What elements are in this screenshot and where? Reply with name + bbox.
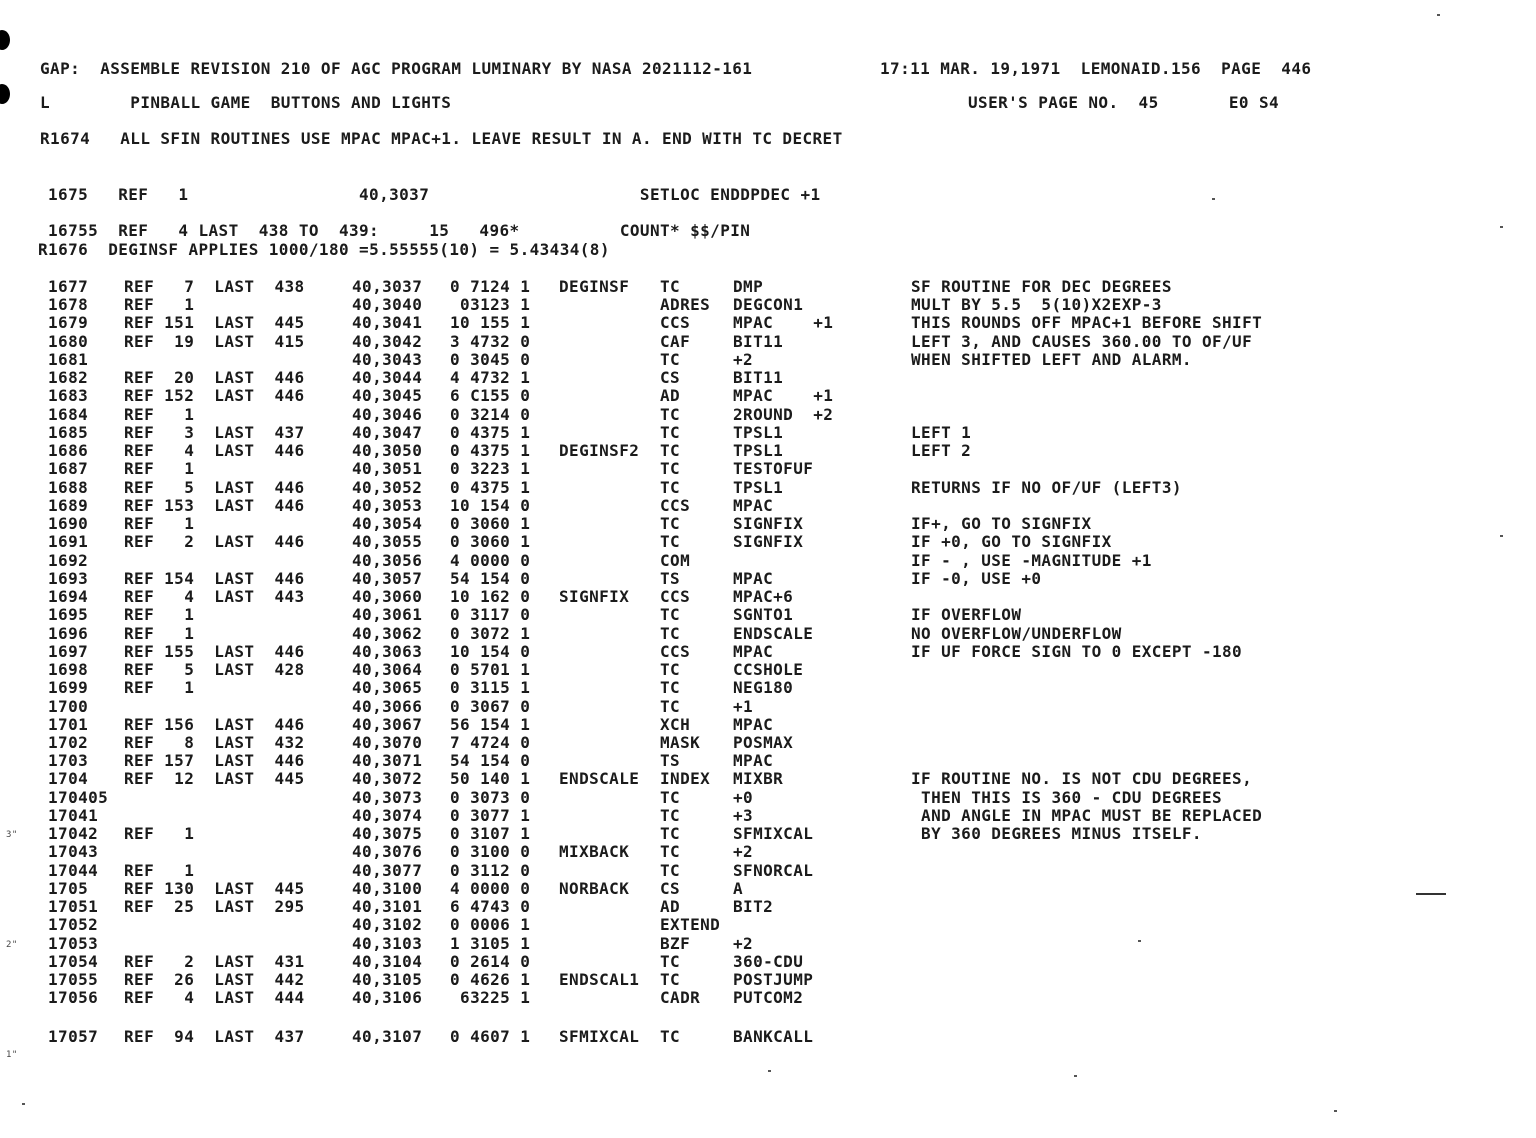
col-code: 0 3077 1 xyxy=(450,806,531,825)
col-seq: 17051 xyxy=(48,897,99,916)
col-ref: REF 25 LAST 295 xyxy=(124,897,305,916)
speck xyxy=(22,1103,25,1105)
col-code: 0 4626 1 xyxy=(450,970,531,989)
col-seq: 1688 xyxy=(48,478,89,497)
line-1675: 1675 REF 1 40,3037 SETLOC ENDDPDEC +1 xyxy=(48,185,821,204)
col-code: 0 3214 0 xyxy=(450,405,531,424)
col-code: 0 0006 1 xyxy=(450,915,531,934)
col-code: 6 C155 0 xyxy=(450,386,531,405)
col-opcode: TC xyxy=(660,405,681,424)
col-code: 54 154 0 xyxy=(450,569,531,588)
col-opcode: CCS xyxy=(660,587,691,606)
col-operand: SIGNFIX xyxy=(733,532,804,551)
col-code: 0 4375 1 xyxy=(450,423,531,442)
col-code: 6 4743 0 xyxy=(450,897,531,916)
col-comment: IF - , USE -MAGNITUDE +1 xyxy=(911,551,1152,570)
col-opcode: TC xyxy=(660,423,681,442)
binder-hole-middle xyxy=(0,84,10,104)
col-code: 4 0000 0 xyxy=(450,551,531,570)
col-address: 40,3043 xyxy=(352,350,423,369)
col-opcode: CS xyxy=(660,879,681,898)
col-seq: 1681 xyxy=(48,350,89,369)
col-seq: 17042 xyxy=(48,824,99,843)
col-code: 10 162 0 xyxy=(450,587,531,606)
col-operand: DEGCON1 xyxy=(733,295,804,314)
col-code: 03123 1 xyxy=(450,295,531,314)
col-address: 40,3100 xyxy=(352,879,423,898)
col-comment: LEFT 1 xyxy=(911,423,972,442)
col-operand: SGNTO1 xyxy=(733,605,794,624)
col-seq: 1705 xyxy=(48,879,89,898)
col-code: 0 5701 1 xyxy=(450,660,531,679)
col-ref: REF 5 LAST 428 xyxy=(124,660,305,679)
col-operand: BANKCALL xyxy=(733,1027,814,1046)
col-address: 40,3037 xyxy=(352,277,423,296)
col-address: 40,3053 xyxy=(352,496,423,515)
col-operand: MPAC xyxy=(733,642,774,661)
speck xyxy=(1500,535,1503,537)
col-ref: REF 152 LAST 446 xyxy=(124,386,305,405)
col-address: 40,3041 xyxy=(352,313,423,332)
col-code: 0 4607 1 xyxy=(450,1027,531,1046)
col-comment: LEFT 2 xyxy=(911,441,972,460)
col-comment: WHEN SHIFTED LEFT AND ALARM. xyxy=(911,350,1192,369)
col-seq: 1687 xyxy=(48,459,89,478)
col-opcode: EXTEND xyxy=(660,915,721,934)
col-code: 0 3117 0 xyxy=(450,605,531,624)
col-seq: 1697 xyxy=(48,642,89,661)
col-operand: POSMAX xyxy=(733,733,794,752)
col-opcode: TC xyxy=(660,660,681,679)
col-operand: ENDSCALE xyxy=(733,624,814,643)
col-address: 40,3103 xyxy=(352,934,423,953)
col-operand: NEG180 xyxy=(733,678,794,697)
col-address: 40,3102 xyxy=(352,915,423,934)
col-address: 40,3040 xyxy=(352,295,423,314)
col-address: 40,3052 xyxy=(352,478,423,497)
col-code: 0 2614 0 xyxy=(450,952,531,971)
col-ref: REF 1 xyxy=(124,459,195,478)
col-seq: 17054 xyxy=(48,952,99,971)
col-label: DEGINSF xyxy=(559,277,630,296)
col-ref: REF 4 LAST 443 xyxy=(124,587,305,606)
col-code: 0 3072 1 xyxy=(450,624,531,643)
col-ref: REF 26 LAST 442 xyxy=(124,970,305,989)
col-opcode: TC xyxy=(660,697,681,716)
header-section-line: L PINBALL GAME BUTTONS AND LIGHTS xyxy=(40,93,452,112)
col-code: 10 154 0 xyxy=(450,496,531,515)
col-seq: 17057 xyxy=(48,1027,99,1046)
col-seq: 1678 xyxy=(48,295,89,314)
col-operand: BIT2 xyxy=(733,897,774,916)
col-operand: PUTCOM2 xyxy=(733,988,804,1007)
col-code: 0 4375 1 xyxy=(450,441,531,460)
col-comment: IF -0, USE +0 xyxy=(911,569,1042,588)
col-comment: AND ANGLE IN MPAC MUST BE REPLACED xyxy=(911,806,1263,825)
col-address: 40,3050 xyxy=(352,441,423,460)
speck xyxy=(1334,1110,1337,1112)
col-code: 0 3112 0 xyxy=(450,861,531,880)
col-label: DEGINSF2 xyxy=(559,441,640,460)
col-address: 40,3064 xyxy=(352,660,423,679)
col-comment: SF ROUTINE FOR DEC DEGREES xyxy=(911,277,1172,296)
col-address: 40,3045 xyxy=(352,386,423,405)
speck xyxy=(768,1070,771,1072)
col-address: 40,3072 xyxy=(352,769,423,788)
col-ref: REF 12 LAST 445 xyxy=(124,769,305,788)
col-opcode: CCS xyxy=(660,496,691,515)
col-seq: 1696 xyxy=(48,624,89,643)
col-address: 40,3101 xyxy=(352,897,423,916)
speck xyxy=(1212,198,1215,200)
col-ref: REF 1 xyxy=(124,824,195,843)
col-code: 4 4732 1 xyxy=(450,368,531,387)
col-label: NORBACK xyxy=(559,879,630,898)
col-opcode: TC xyxy=(660,824,681,843)
col-address: 40,3075 xyxy=(352,824,423,843)
col-operand: POSTJUMP xyxy=(733,970,814,989)
col-comment: IF OVERFLOW xyxy=(911,605,1022,624)
col-ref: REF 4 LAST 446 xyxy=(124,441,305,460)
col-opcode: BZF xyxy=(660,934,691,953)
col-code: 0 3060 1 xyxy=(450,514,531,533)
col-seq: 1695 xyxy=(48,605,89,624)
binder-hole-top xyxy=(0,30,10,50)
col-comment: THEN THIS IS 360 - CDU DEGREES xyxy=(911,788,1223,807)
col-operand: +1 xyxy=(733,697,754,716)
col-opcode: TC xyxy=(660,459,681,478)
col-seq: 1703 xyxy=(48,751,89,770)
col-comment: RETURNS IF NO OF/UF (LEFT3) xyxy=(911,478,1182,497)
col-code: 0 3223 1 xyxy=(450,459,531,478)
col-seq: 17052 xyxy=(48,915,99,934)
margin-mark-3in: 3" xyxy=(6,830,18,840)
col-ref: REF 94 LAST 437 xyxy=(124,1027,305,1046)
col-label: SIGNFIX xyxy=(559,587,630,606)
col-address: 40,3073 xyxy=(352,788,423,807)
col-operand: TPSL1 xyxy=(733,478,784,497)
col-comment: IF+, GO TO SIGNFIX xyxy=(911,514,1092,533)
col-operand: SIGNFIX xyxy=(733,514,804,533)
col-opcode: TC xyxy=(660,842,681,861)
col-seq: 1677 xyxy=(48,277,89,296)
col-ref: REF 8 LAST 432 xyxy=(124,733,305,752)
speck xyxy=(1500,226,1503,228)
col-operand: MPAC xyxy=(733,569,774,588)
col-operand: +2 xyxy=(733,842,754,861)
col-seq: 1682 xyxy=(48,368,89,387)
col-seq: 17056 xyxy=(48,988,99,1007)
col-address: 40,3070 xyxy=(352,733,423,752)
col-opcode: CCS xyxy=(660,313,691,332)
col-address: 40,3071 xyxy=(352,751,423,770)
col-operand: MPAC +1 xyxy=(733,386,834,405)
col-address: 40,3107 xyxy=(352,1027,423,1046)
col-code: 3 4732 0 xyxy=(450,332,531,351)
col-ref: REF 130 LAST 445 xyxy=(124,879,305,898)
line-16755: 16755 REF 4 LAST 438 TO 439: 15 496* COUNT* $$/PIN xyxy=(48,221,751,240)
col-opcode: TC xyxy=(660,350,681,369)
col-opcode: TC xyxy=(660,441,681,460)
col-code: 1 3105 1 xyxy=(450,934,531,953)
col-address: 40,3042 xyxy=(352,332,423,351)
col-address: 40,3104 xyxy=(352,952,423,971)
col-seq: 1694 xyxy=(48,587,89,606)
margin-rule-right xyxy=(1416,893,1446,895)
col-address: 40,3044 xyxy=(352,368,423,387)
col-seq: 1679 xyxy=(48,313,89,332)
col-operand: MPAC+6 xyxy=(733,587,794,606)
col-label: ENDSCALE xyxy=(559,769,640,788)
col-opcode: TC xyxy=(660,277,681,296)
col-ref: REF 1 xyxy=(124,678,195,697)
col-label: SFMIXCAL xyxy=(559,1027,640,1046)
speck xyxy=(1437,14,1440,16)
col-ref: REF 154 LAST 446 xyxy=(124,569,305,588)
col-opcode: AD xyxy=(660,386,681,405)
col-ref: REF 1 xyxy=(124,405,195,424)
col-seq: 1686 xyxy=(48,441,89,460)
header-remark: R1674 ALL SFIN ROUTINES USE MPAC MPAC+1. LEAVE RESULT IN A. END WITH TC DECRET xyxy=(40,129,843,148)
col-address: 40,3046 xyxy=(352,405,423,424)
col-code: 0 3107 1 xyxy=(450,824,531,843)
col-operand: SFMIXCAL xyxy=(733,824,814,843)
col-ref: REF 1 xyxy=(124,624,195,643)
col-seq: 1699 xyxy=(48,678,89,697)
col-opcode: CS xyxy=(660,368,681,387)
col-seq: 17055 xyxy=(48,970,99,989)
col-ref: REF 1 xyxy=(124,861,195,880)
col-operand: MPAC xyxy=(733,715,774,734)
col-comment: IF ROUTINE NO. IS NOT CDU DEGREES, xyxy=(911,769,1253,788)
col-operand: BIT11 xyxy=(733,368,784,387)
col-code: 0 4375 1 xyxy=(450,478,531,497)
col-address: 40,3076 xyxy=(352,842,423,861)
col-seq: 1685 xyxy=(48,423,89,442)
col-comment: BY 360 DEGREES MINUS ITSELF. xyxy=(911,824,1202,843)
col-opcode: TS xyxy=(660,751,681,770)
col-operand: DMP xyxy=(733,277,764,296)
col-operand: MPAC +1 xyxy=(733,313,834,332)
col-seq: 17044 xyxy=(48,861,99,880)
col-ref: REF 1 xyxy=(124,514,195,533)
col-address: 40,3105 xyxy=(352,970,423,989)
col-label: MIXBACK xyxy=(559,842,630,861)
col-code: 7 4724 0 xyxy=(450,733,531,752)
col-operand: SFNORCAL xyxy=(733,861,814,880)
col-comment: IF +0, GO TO SIGNFIX xyxy=(911,532,1112,551)
col-operand: MPAC xyxy=(733,496,774,515)
col-seq: 1698 xyxy=(48,660,89,679)
col-code: 0 3045 0 xyxy=(450,350,531,369)
col-address: 40,3066 xyxy=(352,697,423,716)
col-seq: 1692 xyxy=(48,551,89,570)
col-code: 63225 1 xyxy=(450,988,531,1007)
col-opcode: TC xyxy=(660,678,681,697)
col-ref: REF 157 LAST 446 xyxy=(124,751,305,770)
col-opcode: TS xyxy=(660,569,681,588)
col-operand: +3 xyxy=(733,806,754,825)
col-comment: THIS ROUNDS OFF MPAC+1 BEFORE SHIFT xyxy=(911,313,1263,332)
speck xyxy=(1074,1075,1077,1077)
col-ref: REF 2 LAST 446 xyxy=(124,532,305,551)
col-ref: REF 156 LAST 446 xyxy=(124,715,305,734)
col-ref: REF 2 LAST 431 xyxy=(124,952,305,971)
col-opcode: COM xyxy=(660,551,691,570)
col-comment: MULT BY 5.5 5(10)X2EXP-3 xyxy=(911,295,1162,314)
col-opcode: TC xyxy=(660,478,681,497)
col-opcode: CCS xyxy=(660,642,691,661)
col-address: 40,3054 xyxy=(352,514,423,533)
col-ref: REF 5 LAST 446 xyxy=(124,478,305,497)
col-address: 40,3057 xyxy=(352,569,423,588)
col-code: 10 155 1 xyxy=(450,313,531,332)
col-opcode: TC xyxy=(660,861,681,880)
col-address: 40,3055 xyxy=(352,532,423,551)
line-r1676: R1676 DEGINSF APPLIES 1000/180 =5.55555(10) = 5.43434(8) xyxy=(38,240,610,259)
col-opcode: AD xyxy=(660,897,681,916)
col-address: 40,3063 xyxy=(352,642,423,661)
col-code: 0 3100 0 xyxy=(450,842,531,861)
margin-mark-1in: 1" xyxy=(6,1050,18,1060)
col-address: 40,3061 xyxy=(352,605,423,624)
col-seq: 17041 xyxy=(48,806,99,825)
col-opcode: TC xyxy=(660,624,681,643)
col-seq: 170405 xyxy=(48,788,109,807)
margin-mark-2in: 2" xyxy=(6,940,18,950)
col-operand: TESTOFUF xyxy=(733,459,814,478)
col-code: 0 3073 0 xyxy=(450,788,531,807)
col-address: 40,3074 xyxy=(352,806,423,825)
speck xyxy=(1138,940,1141,942)
col-ref: REF 155 LAST 446 xyxy=(124,642,305,661)
col-ref: REF 151 LAST 445 xyxy=(124,313,305,332)
col-code: 56 154 1 xyxy=(450,715,531,734)
col-operand: A xyxy=(733,879,744,898)
col-operand: CCSHOLE xyxy=(733,660,804,679)
col-ref: REF 3 LAST 437 xyxy=(124,423,305,442)
col-opcode: TC xyxy=(660,788,681,807)
col-ref: REF 19 LAST 415 xyxy=(124,332,305,351)
col-ref: REF 1 xyxy=(124,295,195,314)
col-seq: 1691 xyxy=(48,532,89,551)
col-operand: 360-CDU xyxy=(733,952,804,971)
col-code: 54 154 0 xyxy=(450,751,531,770)
col-seq: 1693 xyxy=(48,569,89,588)
col-code: 0 3067 0 xyxy=(450,697,531,716)
col-operand: MIXBR xyxy=(733,769,784,788)
header-user-page: USER'S PAGE NO. 45 E0 S4 xyxy=(968,93,1280,112)
col-opcode: TC xyxy=(660,952,681,971)
col-opcode: ADRES xyxy=(660,295,711,314)
col-address: 40,3067 xyxy=(352,715,423,734)
col-opcode: TC xyxy=(660,514,681,533)
col-address: 40,3062 xyxy=(352,624,423,643)
col-operand: BIT11 xyxy=(733,332,784,351)
col-seq: 1701 xyxy=(48,715,89,734)
col-address: 40,3077 xyxy=(352,861,423,880)
col-seq: 1704 xyxy=(48,769,89,788)
col-code: 4 0000 0 xyxy=(450,879,531,898)
col-opcode: CAF xyxy=(660,332,691,351)
col-seq: 1689 xyxy=(48,496,89,515)
col-opcode: TC xyxy=(660,532,681,551)
col-ref: REF 7 LAST 438 xyxy=(124,277,305,296)
col-operand: +2 xyxy=(733,350,754,369)
col-address: 40,3106 xyxy=(352,988,423,1007)
header-date-page: 17:11 MAR. 19,1971 LEMONAID.156 PAGE 446 xyxy=(880,59,1312,78)
col-operand: +2 xyxy=(733,934,754,953)
col-operand: +0 xyxy=(733,788,754,807)
col-seq: 1690 xyxy=(48,514,89,533)
col-ref: REF 20 LAST 446 xyxy=(124,368,305,387)
col-code: 0 3060 1 xyxy=(450,532,531,551)
col-address: 40,3056 xyxy=(352,551,423,570)
col-label: ENDSCAL1 xyxy=(559,970,640,989)
col-ref: REF 1 xyxy=(124,605,195,624)
col-comment: IF UF FORCE SIGN TO 0 EXCEPT -180 xyxy=(911,642,1243,661)
col-opcode: MASK xyxy=(660,733,701,752)
col-code: 0 3115 1 xyxy=(450,678,531,697)
col-operand: TPSL1 xyxy=(733,423,784,442)
col-operand: 2ROUND +2 xyxy=(733,405,834,424)
col-address: 40,3065 xyxy=(352,678,423,697)
col-ref: REF 4 LAST 444 xyxy=(124,988,305,1007)
col-code: 0 7124 1 xyxy=(450,277,531,296)
col-operand: MPAC xyxy=(733,751,774,770)
col-opcode: TC xyxy=(660,970,681,989)
col-seq: 1680 xyxy=(48,332,89,351)
col-opcode: XCH xyxy=(660,715,691,734)
col-seq: 1700 xyxy=(48,697,89,716)
col-seq: 17053 xyxy=(48,934,99,953)
col-opcode: CADR xyxy=(660,988,701,1007)
col-seq: 1702 xyxy=(48,733,89,752)
col-comment: LEFT 3, AND CAUSES 360.00 TO OF/UF xyxy=(911,332,1253,351)
col-address: 40,3051 xyxy=(352,459,423,478)
col-ref: REF 153 LAST 446 xyxy=(124,496,305,515)
col-opcode: TC xyxy=(660,605,681,624)
col-address: 40,3060 xyxy=(352,587,423,606)
col-seq: 17043 xyxy=(48,842,99,861)
col-opcode: INDEX xyxy=(660,769,711,788)
col-comment: NO OVERFLOW/UNDERFLOW xyxy=(911,624,1122,643)
col-code: 50 140 1 xyxy=(450,769,531,788)
col-code: 10 154 0 xyxy=(450,642,531,661)
col-opcode: TC xyxy=(660,806,681,825)
col-opcode: TC xyxy=(660,1027,681,1046)
col-seq: 1683 xyxy=(48,386,89,405)
col-operand: TPSL1 xyxy=(733,441,784,460)
col-address: 40,3047 xyxy=(352,423,423,442)
col-seq: 1684 xyxy=(48,405,89,424)
header-title-line: GAP: ASSEMBLE REVISION 210 OF AGC PROGRAM LUMINARY BY NASA 2021112-161 xyxy=(40,59,753,78)
